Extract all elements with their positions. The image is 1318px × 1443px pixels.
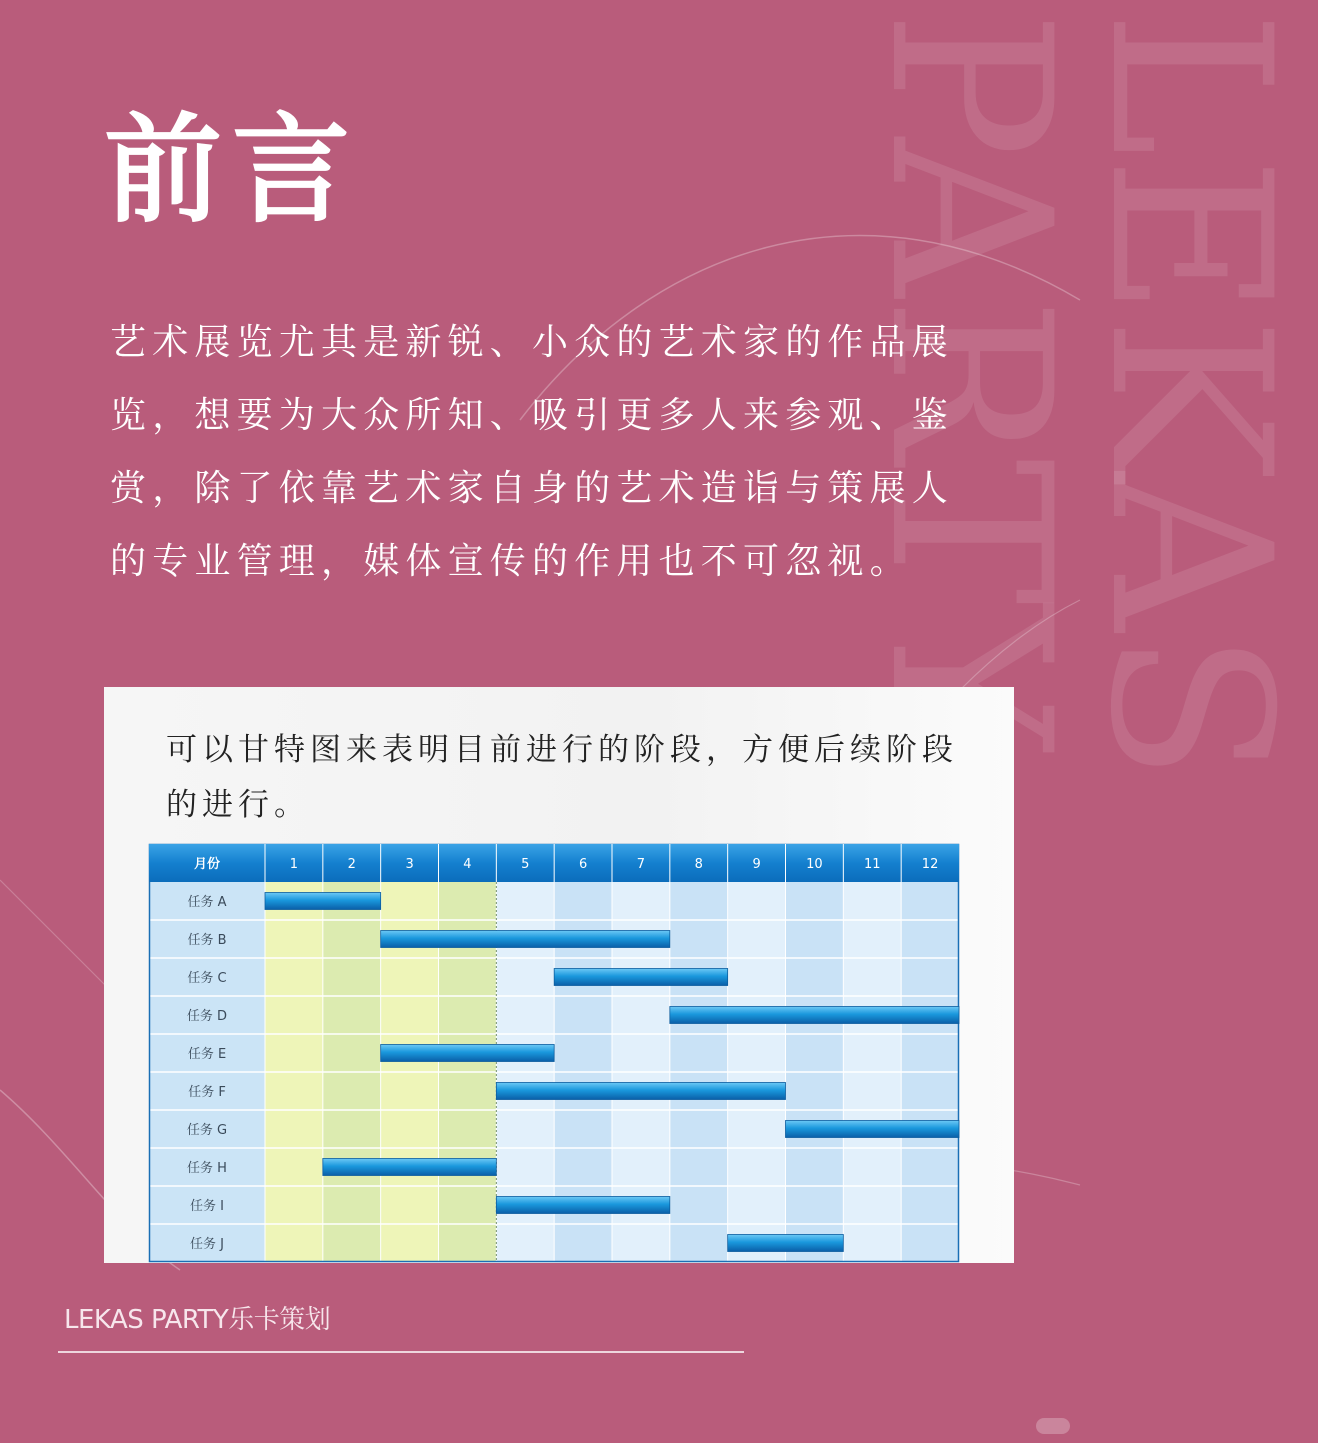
task-bar <box>323 1159 497 1176</box>
brand-divider <box>58 1351 744 1353</box>
task-label: 任务 D <box>186 1009 228 1024</box>
month-tick-label: 5 <box>521 857 530 872</box>
month-tick-label: 12 <box>921 857 939 872</box>
intro-paragraph: 艺术展览尤其是新锐、小众的艺术家的作品展览，想要为大众所知、吸引更多人来参观、鉴赏，除了依靠艺术家自身的艺术造诣与策展人的专业管理，媒体宣传的作用也不可忽视。 <box>110 322 955 582</box>
task-label: 任务 G <box>186 1123 228 1138</box>
month-tick-label: 11 <box>863 857 881 872</box>
gantt-panel <box>104 687 1014 1263</box>
month-tick-label: 8 <box>694 857 703 872</box>
gantt-chart <box>149 844 959 1262</box>
gantt-chart-svg <box>149 844 959 1262</box>
month-tick-label: 4 <box>463 857 472 872</box>
month-tick-label: 1 <box>289 857 299 872</box>
task-bar <box>728 1235 844 1252</box>
month-tick-label: 6 <box>578 857 588 872</box>
task-label: 任务 A <box>187 895 227 910</box>
task-bar <box>381 931 670 948</box>
month-tick-label: 3 <box>405 857 414 872</box>
task-bar <box>554 969 728 986</box>
month-tick-label: 9 <box>752 857 761 872</box>
task-bar <box>496 1083 785 1100</box>
header-month-label: 月份 <box>193 857 221 872</box>
task-label: 任务 E <box>187 1047 227 1062</box>
task-bar <box>786 1121 960 1138</box>
task-label: 任务 H <box>187 1161 227 1176</box>
watermark-text: LEKAS PARTY <box>842 10 1318 782</box>
month-tick-label: 10 <box>806 857 823 872</box>
task-label: 任务 F <box>188 1085 226 1100</box>
month-tick-label: 7 <box>636 857 646 872</box>
brand-name: LEKAS PARTY乐卡策划 <box>64 1305 331 1335</box>
corner-badge <box>1036 1418 1070 1434</box>
page-title: 前言 <box>104 100 361 239</box>
panel-caption: 可以甘特图来表明目前进行的阶段，方便后续阶段的进行。 <box>166 732 958 823</box>
task-bar <box>265 893 381 910</box>
task-label: 任务 C <box>187 971 227 986</box>
task-bar <box>496 1197 670 1214</box>
task-bar <box>381 1045 555 1062</box>
task-label: 任务 I <box>190 1199 224 1214</box>
task-bar <box>670 1007 959 1024</box>
task-label: 任务 J <box>190 1237 224 1252</box>
task-label: 任务 B <box>187 933 227 948</box>
month-tick-label: 2 <box>347 857 356 872</box>
